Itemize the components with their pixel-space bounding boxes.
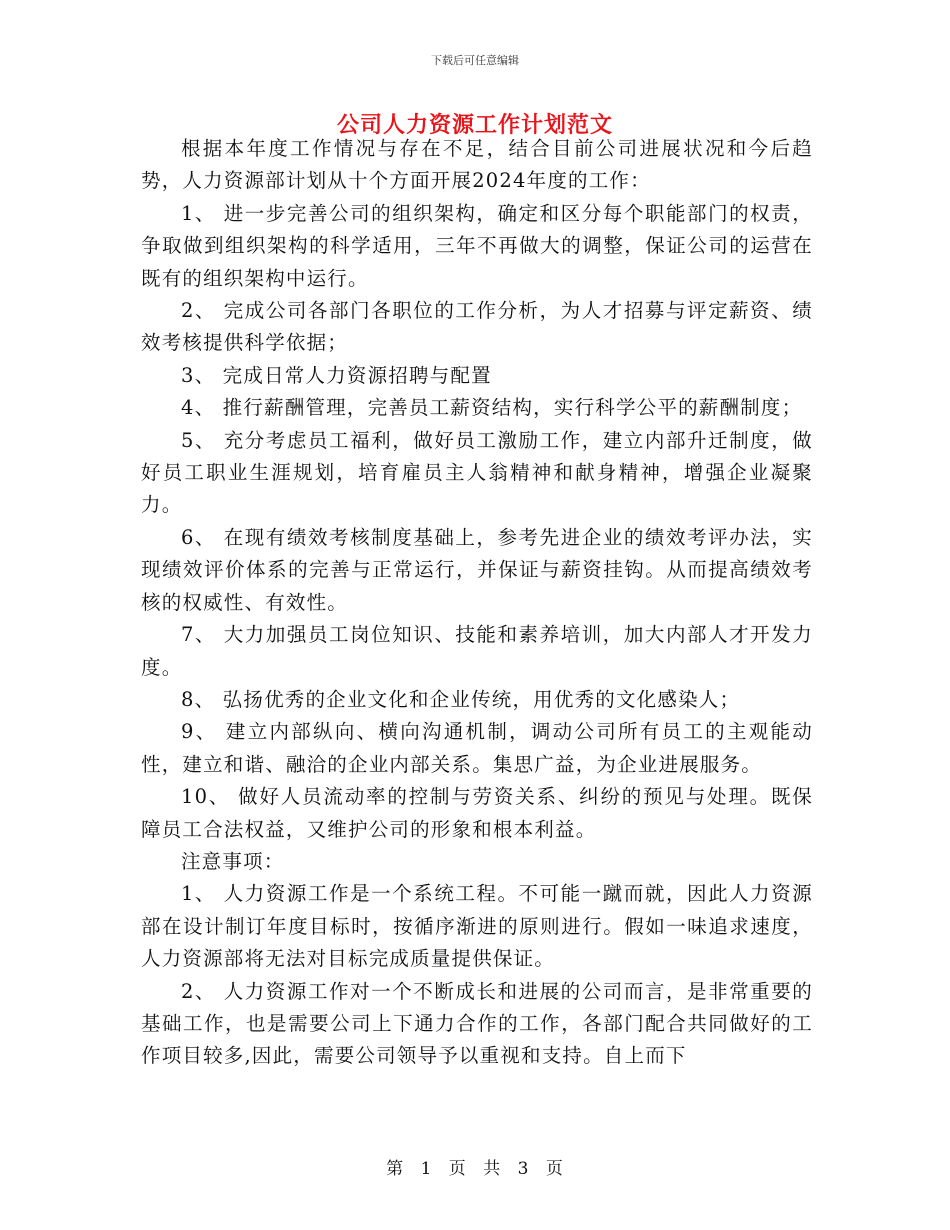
plan-item-9: 9、 建立内部纵向、横向沟通机制，调动公司所有员工的主观能动性，建立和谐、融洽的企业内部关系。集思广益，为企业进展服务。 [141,720,813,776]
plan-item-10: 10、 做好人员流动率的控制与劳资关系、纠纷的预见与处理。既保障员工合法权益，又维护公司的形象和根本利益。 [141,785,813,841]
footer-suffix: 页 [545,1159,564,1179]
plan-item-4: 4、 推行薪酬管理，完善员工薪资结构，实行科学公平的薪酬制度； [180,396,803,420]
current-page-number: 1 [420,1159,433,1179]
document-title: 公司人力资源工作计划范文 [336,112,613,138]
note-item-1: 1、 人力资源工作是一个系统工程。不可能一蹴而就，因此人力资源部在设计制订年度目标时，按循序渐进的原则进行。假如一味追求速度，人力资源部将无法对目标完成质量提供保证。 [141,882,813,971]
plan-item-2: 2、 完成公司各部门各职位的工作分析，为人才招募与评定薪资、绩效考核提供科学依据； [141,299,813,355]
footer-prefix: 第 [386,1159,405,1179]
header-note: 下载后可任意编辑 [431,54,519,67]
document-body [141,133,813,1073]
plan-item-3: 3、 完成日常人力资源招聘与配置 [180,363,492,387]
footer-total-word: 共 [483,1159,502,1179]
page-footer [0,1154,950,1179]
intro-paragraph: 根据本年度工作情况与存在不足，结合目前公司进展状况和今后趋势，人力资源部计划从十个方面开展2024年度的工作： [141,137,813,193]
note-item-2: 2、 人力资源工作对一个不断成长和进展的公司而言，是非常重要的基础工作，也是需要公司上下通力合作的工作，各部门配合共同做好的工作项目较多,因此，需要公司领导予以重视和支持。自上而下 [141,979,813,1068]
plan-item-5: 5、 充分考虑员工福利，做好员工激励工作，建立内部升迁制度，做好员工职业生涯规划，培育雇员主人翁精神和献身精神，增强企业凝聚力。 [141,428,813,517]
plan-item-1: 1、 进一步完善公司的组织架构，确定和区分每个职能部门的权责，争取做到组织架构的科学适用，三年不再做大的调整，保证公司的运营在既有的组织架构中运行。 [141,201,813,290]
plan-item-6: 6、 在现有绩效考核制度基础上，参考先进企业的绩效考评办法，实现绩效评价体系的完善与正常运行，并保证与薪资挂钩。从而提高绩效考核的权威性、有效性。 [141,525,813,614]
footer-page-word: 页 [448,1159,467,1179]
total-pages-number: 3 [517,1159,530,1179]
plan-item-7: 7、 大力加强员工岗位知识、技能和素养培训，加大内部人才开发力度。 [141,623,813,679]
notes-heading: 注意事项： [180,849,285,873]
plan-item-8: 8、 弘扬优秀的企业文化和企业传统，用优秀的文化感染人； [180,687,741,711]
